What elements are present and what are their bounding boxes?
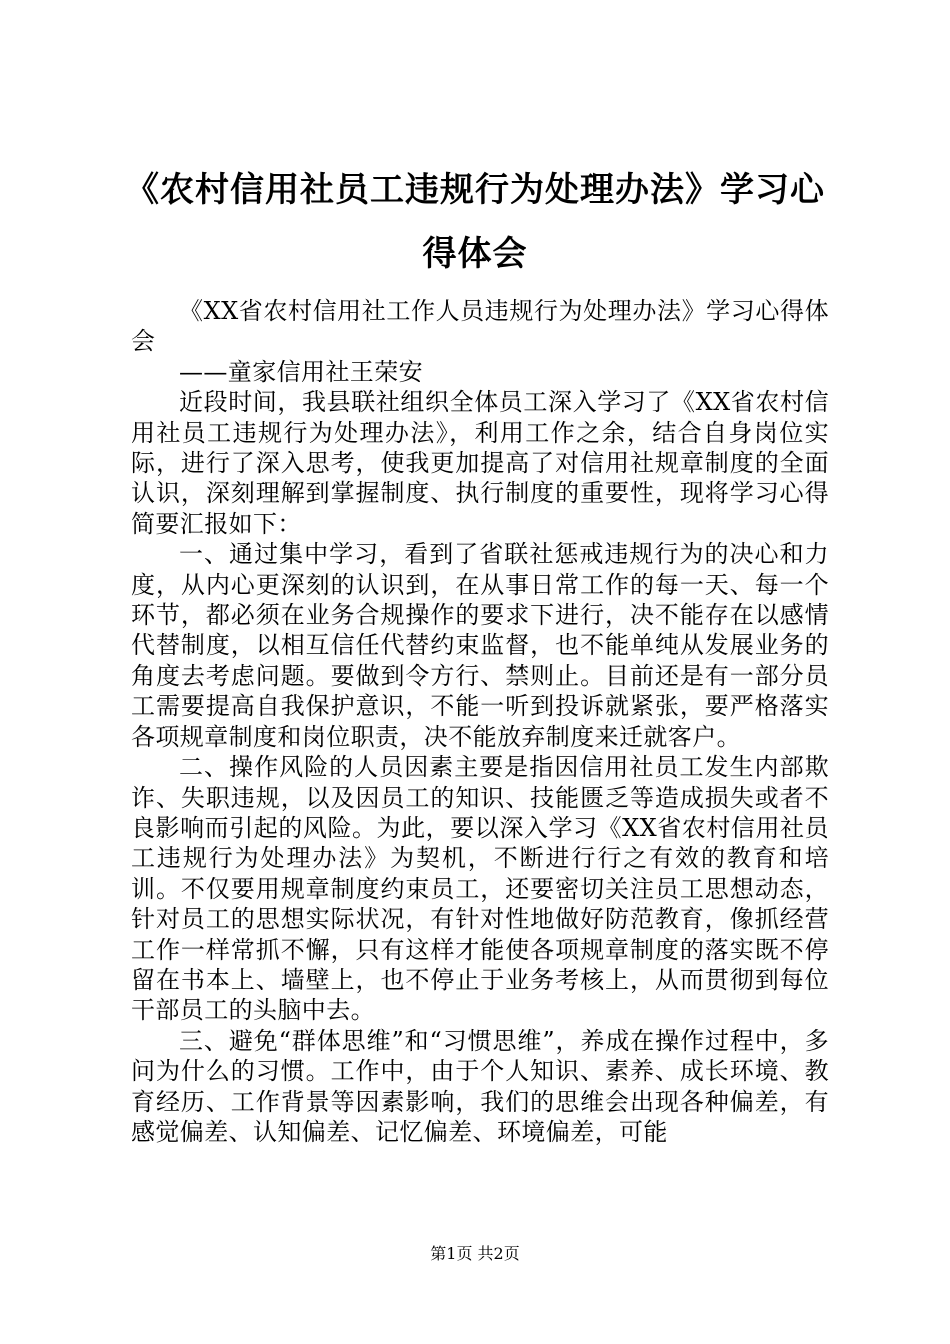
- point-two-paragraph: 二、操作风险的人员因素主要是指因信用社员工发生内部欺诈、失职违规，以及因员工的知识、技能匮乏等造成损失或者不良影响而引起的风险。为此，要以深入学习《XX省农村信用社员工违规行为处理办法》为契机，不断进行行之有效的教育和培训。不仅要用规章制度约束员工，还要密切关注员工思想动态，针对员工的思想实际状况，有针对性地做好防范教育，像抓经营工作一样常抓不懈，只有这样才能使各项规章制度的落实既不停留在书本上、墙壁上，也不停止于业务考核上，从而贯彻到每位干部员工的头脑中去。: [131, 753, 829, 1025]
- page-number-footer: 第1页 共2页: [430, 1244, 520, 1263]
- author-line: ——童家信用社王荣安: [179, 357, 423, 386]
- document-title: 《农村信用社员工违规行为处理办法》学习心得体会: [125, 170, 825, 274]
- document-body: [131, 296, 829, 1147]
- intro-paragraph: 近段时间，我县联社组织全体员工深入学习了《XX省农村信用社员工违规行为处理办法》，利用工作之余，结合自身岗位实际，进行了深入思考，使我更加提高了对信用社规章制度的全面认识，深刻理解到掌握制度、执行制度的重要性，现将学习心得简要汇报如下：: [131, 388, 829, 538]
- point-three-paragraph: 三、避免“群体思维”和“习惯思维”，养成在操作过程中，多问为什么的习惯。工作中，由于个人知识、素养、成长环境、教育经历、工作背景等因素影响，我们的思维会出现各种偏差，有感觉偏差、认知偏差、记忆偏差、环境偏差，可能: [131, 1026, 829, 1146]
- point-one-paragraph: 一、通过集中学习，看到了省联社惩戒违规行为的决心和力度，从内心更深刻的认识到，在从事日常工作的每一天、每一个环节，都必须在业务合规操作的要求下进行，决不能存在以感情代替制度，以相互信任代替约束监督，也不能单纯从发展业务的角度去考虑问题。要做到令方行、禁则止。目前还是有一部分员工需要提高自我保护意识，不能一听到投诉就紧张，要严格落实各项规章制度和岗位职责，决不能放弃制度来迁就客户。: [131, 540, 829, 751]
- subtitle-paragraph: 《XX省农村信用社工作人员违规行为处理办法》学习心得体会: [131, 297, 829, 356]
